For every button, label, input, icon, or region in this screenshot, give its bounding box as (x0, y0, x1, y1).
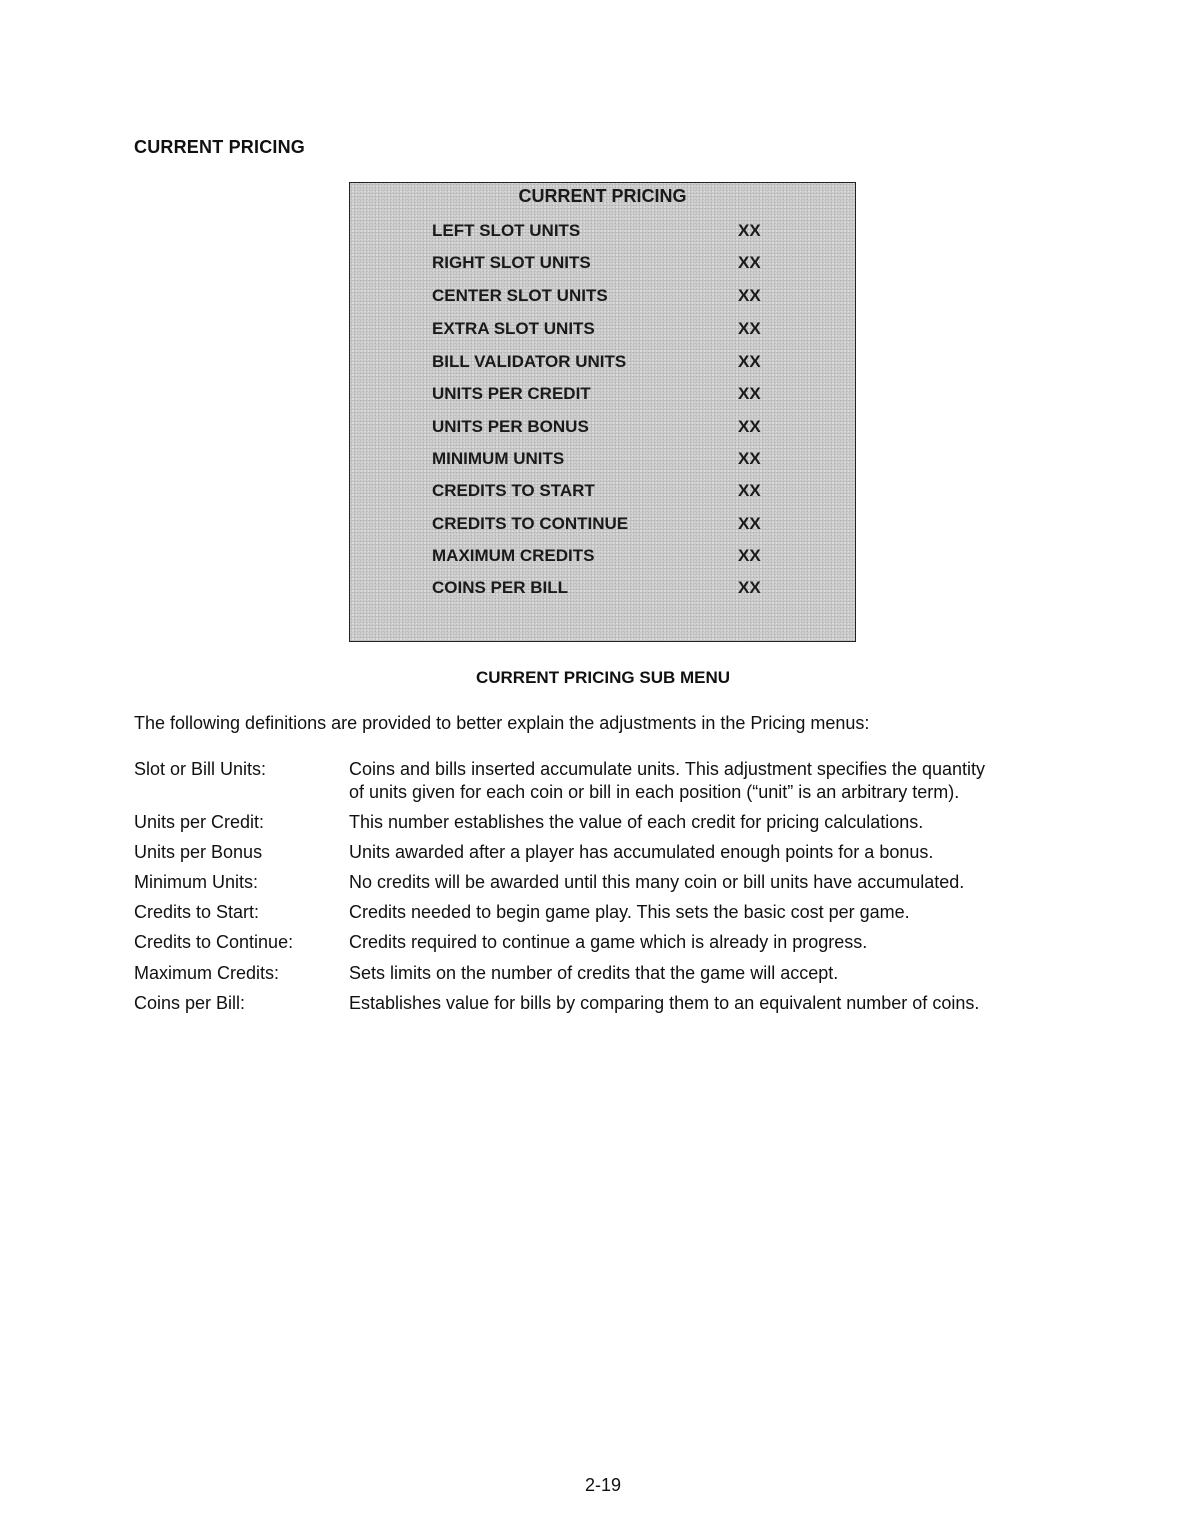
definition-description: Sets limits on the number of credits that the game will accept. (349, 963, 839, 983)
intro-paragraph: The following definitions are provided to better explain the adjustments in the Pricing menus: (134, 713, 870, 733)
menu-row-value: XX (738, 417, 761, 436)
menu-row-value: XX (738, 319, 761, 338)
definition-term: Slot or Bill Units: (134, 759, 267, 779)
menu-row-label: BILL VALIDATOR UNITS (432, 352, 627, 371)
menu-row-value: XX (738, 221, 761, 240)
menu-row-value: XX (738, 578, 761, 597)
definition-term: Units per Credit: (134, 812, 265, 832)
menu-row-value: XX (738, 481, 761, 500)
page-number: 2-19 (584, 1475, 622, 1495)
menu-row-coins-per-bill (432, 578, 762, 600)
menu-row-extra-slot-units (432, 319, 762, 341)
pricing-menu-screen (349, 182, 856, 642)
definition-term: Credits to Continue: (134, 932, 294, 952)
figure-caption: CURRENT PRICING SUB MENU (475, 668, 731, 687)
menu-row-units-per-bonus (432, 417, 762, 439)
menu-row-label: UNITS PER BONUS (432, 417, 589, 436)
menu-row-left-slot-units (432, 221, 762, 243)
menu-row-bill-validator-units (432, 352, 762, 374)
menu-row-minimum-units (432, 449, 762, 471)
menu-row-value: XX (738, 514, 761, 533)
menu-row-label: MINIMUM UNITS (432, 449, 565, 468)
menu-row-units-per-credit (432, 384, 762, 406)
definition-description: This number establishes the value of each credit for pricing calculations. (349, 812, 924, 832)
menu-row-value: XX (738, 253, 761, 272)
definition-term: Credits to Start: (134, 902, 260, 922)
menu-row-label: CREDITS TO CONTINUE (432, 514, 629, 533)
menu-row-credits-to-start (432, 481, 762, 503)
definition-term: Minimum Units: (134, 872, 259, 892)
section-heading: CURRENT PRICING (134, 137, 306, 157)
menu-row-value: XX (738, 546, 761, 565)
menu-row-value: XX (738, 449, 761, 468)
menu-row-label: LEFT SLOT UNITS (432, 221, 581, 240)
definition-description: Establishes value for bills by comparing them to an equivalent number of coins. (349, 993, 980, 1013)
menu-row-label: UNITS PER CREDIT (432, 384, 591, 403)
menu-row-label: COINS PER BILL (432, 578, 569, 597)
definition-description: Units awarded after a player has accumulated enough points for a bonus. (349, 842, 934, 862)
definition-description: Credits needed to begin game play. This sets the basic cost per game. (349, 902, 910, 922)
menu-row-maximum-credits (432, 546, 762, 568)
menu-row-value: XX (738, 286, 761, 305)
screen-title: CURRENT PRICING (518, 186, 687, 206)
definition-line: Coins and bills inserted accumulate units. This adjustment specifies the quantity (349, 759, 986, 779)
menu-row-credits-to-continue (432, 514, 762, 536)
menu-row-value: XX (738, 352, 761, 371)
definition-term: Maximum Credits: (134, 963, 280, 983)
menu-row-center-slot-units (432, 286, 762, 308)
menu-row-label: MAXIMUM CREDITS (432, 546, 595, 565)
definition-description (349, 758, 1089, 804)
definition-term: Coins per Bill: (134, 993, 246, 1013)
definition-description: Credits required to continue a game which is already in progress. (349, 932, 868, 952)
definition-line: of units given for each coin or bill in each position (“unit” is an arbitrary term). (349, 782, 960, 802)
definition-description: No credits will be awarded until this many coin or bill units have accumulated. (349, 872, 965, 892)
menu-row-value: XX (738, 384, 761, 403)
definition-term: Units per Bonus (134, 842, 263, 862)
menu-row-label: CREDITS TO START (432, 481, 595, 500)
menu-row-right-slot-units (432, 253, 762, 275)
menu-row-label: RIGHT SLOT UNITS (432, 253, 591, 272)
menu-row-label: EXTRA SLOT UNITS (432, 319, 595, 338)
menu-row-label: CENTER SLOT UNITS (432, 286, 608, 305)
